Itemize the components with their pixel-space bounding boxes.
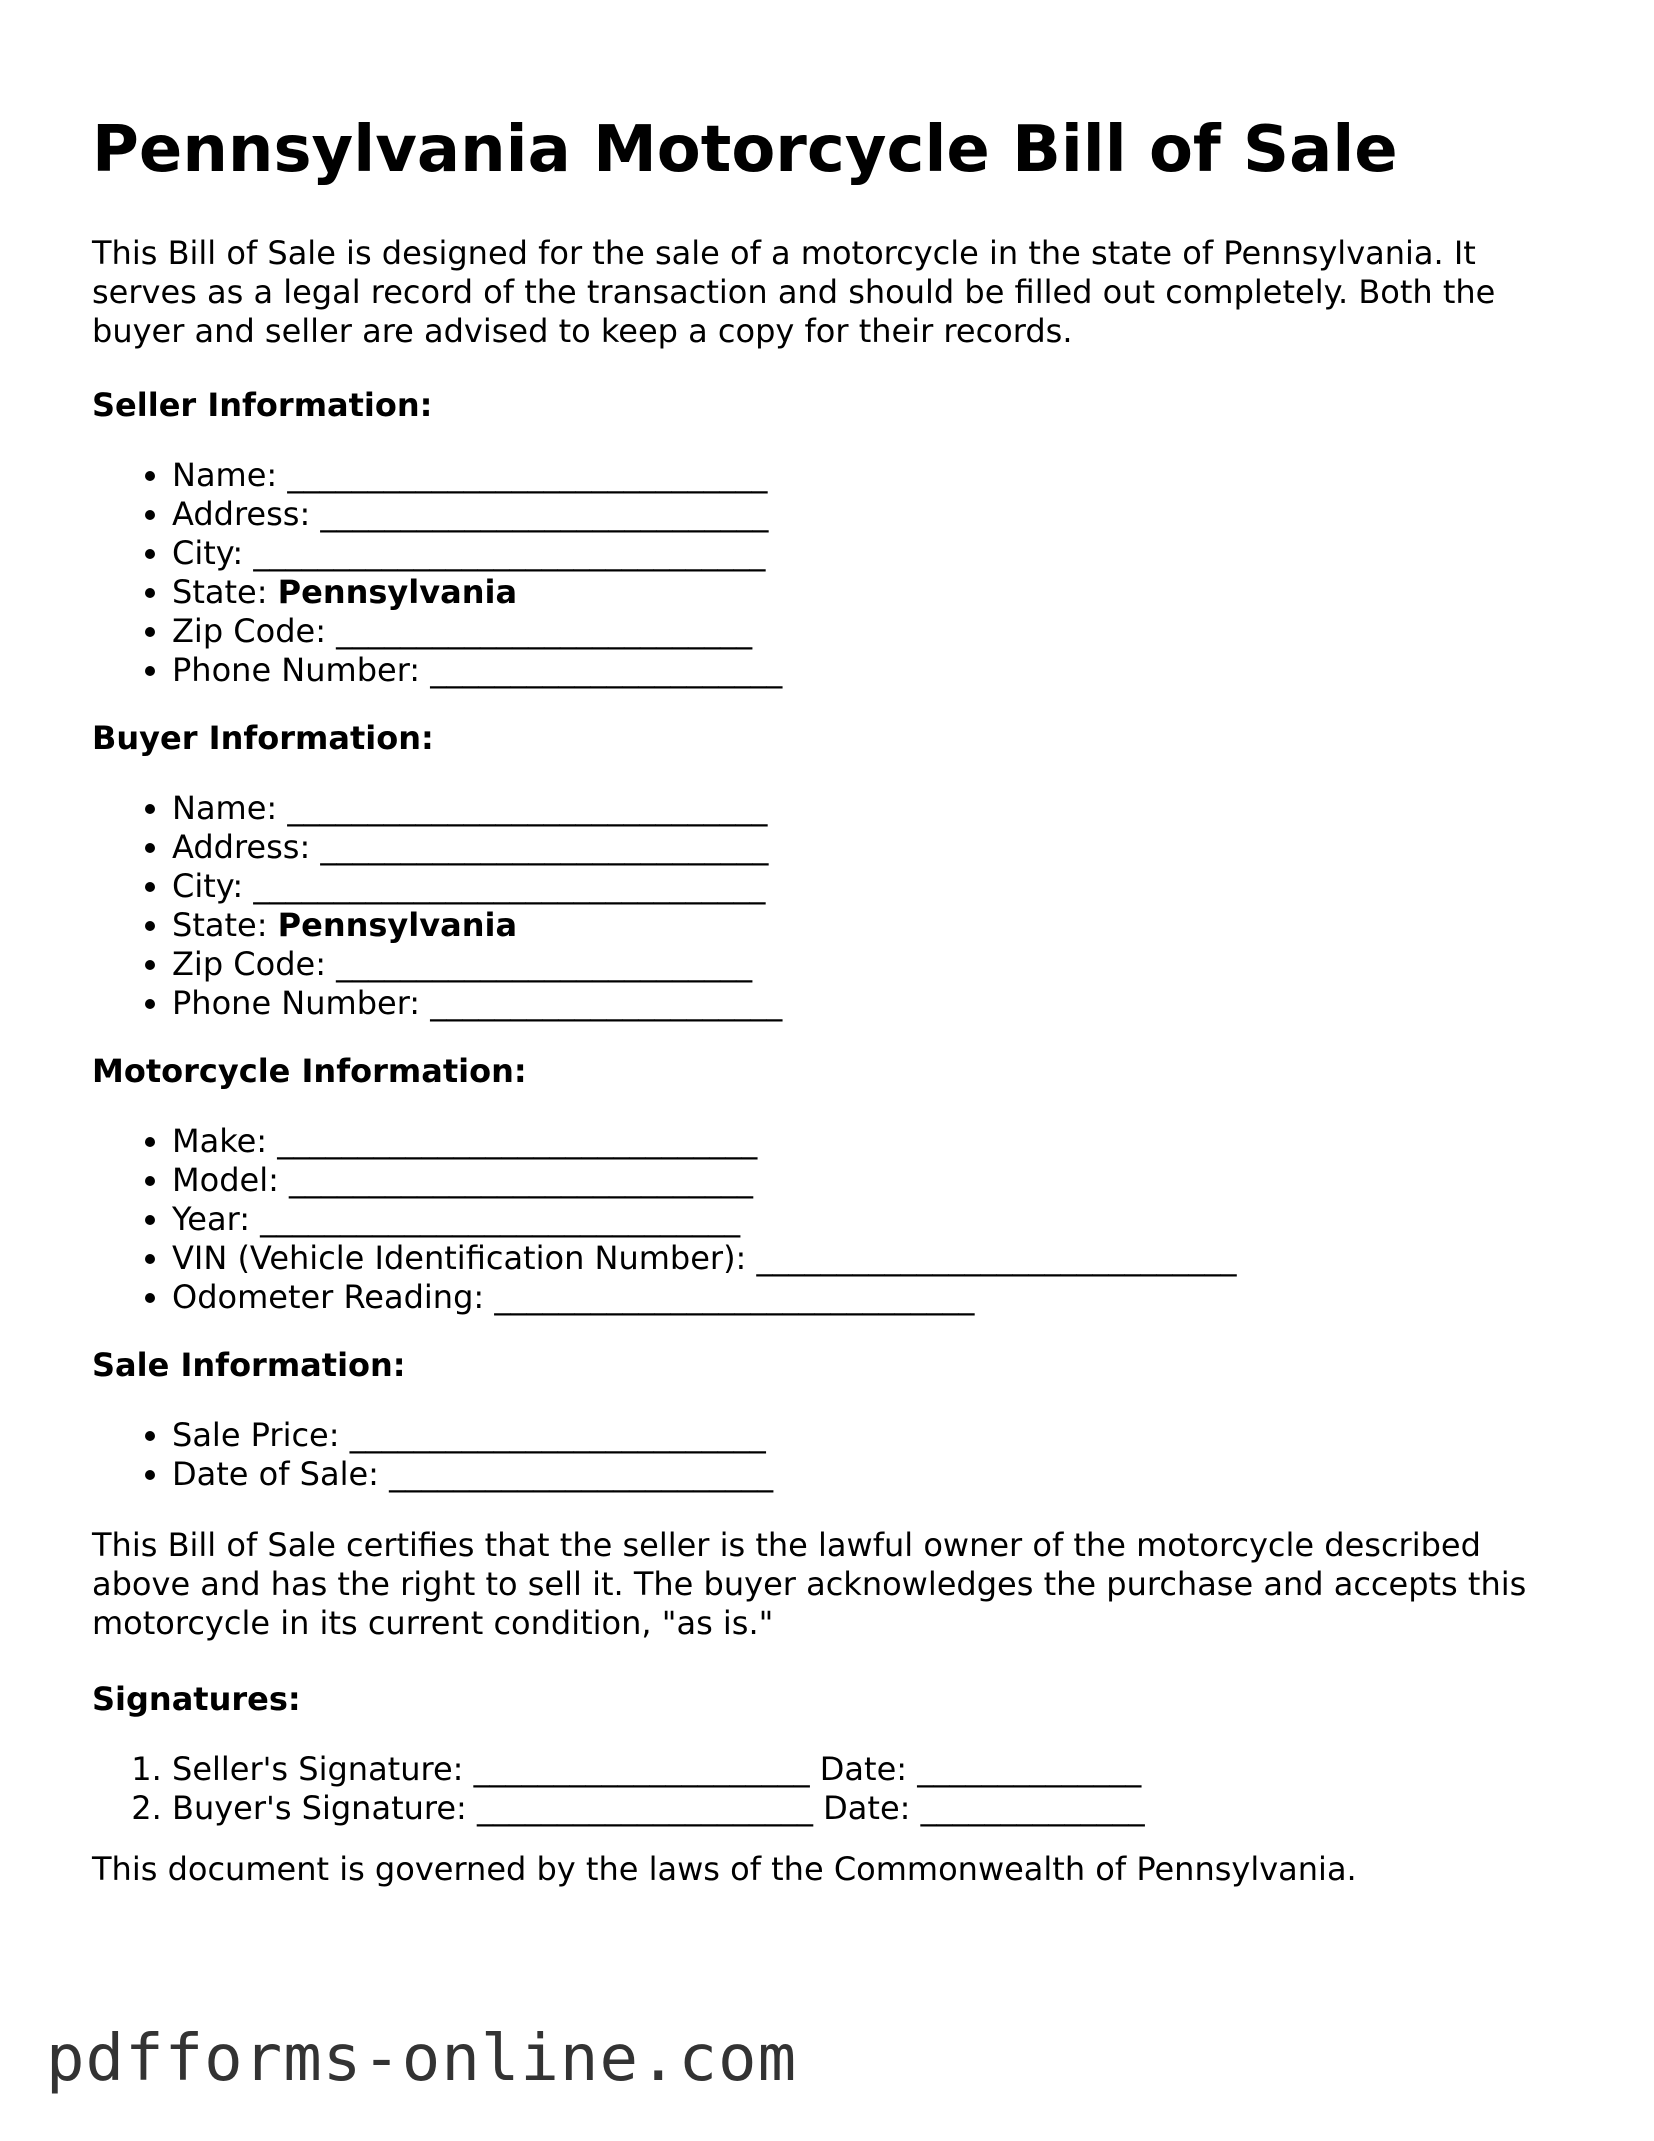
seller-address-field[interactable]: • Address: ____________________________ — [172, 495, 782, 534]
buyer-zip-blank[interactable]: __________________________ — [336, 945, 753, 983]
buyer-city-blank[interactable]: ________________________________ — [253, 867, 766, 905]
seller-signature-date-blank[interactable]: ______________ — [917, 1750, 1142, 1788]
motorcycle-year-blank[interactable]: ______________________________ — [260, 1200, 741, 1238]
motorcycle-odometer-blank[interactable]: ______________________________ — [494, 1278, 975, 1316]
buyer-name-field[interactable]: • Name: ______________________________ — [172, 789, 782, 828]
seller-zip-field[interactable]: • Zip Code: __________________________ — [172, 612, 782, 651]
buyer-signature-blank[interactable]: _____________________ — [476, 1789, 813, 1827]
sale-date-blank[interactable]: ________________________ — [389, 1455, 774, 1493]
buyer-signature-date-blank[interactable]: ______________ — [920, 1789, 1145, 1827]
motorcycle-odometer-field[interactable]: • Odometer Reading: ______________________________ — [172, 1278, 1237, 1317]
buyer-phone-blank[interactable]: ______________________ — [430, 984, 783, 1022]
buyer-signature-line[interactable]: 2. Buyer's Signature: _____________________ Date: ______________ — [172, 1789, 1145, 1828]
motorcycle-vin-field[interactable]: • VIN (Vehicle Identification Number): ______________________________ — [172, 1239, 1237, 1278]
buyer-zip-field[interactable]: • Zip Code: __________________________ — [172, 945, 782, 984]
watermark: pdfforms-online.com — [46, 2022, 798, 2096]
intro-paragraph: This Bill of Sale is designed for the sale of a motorcycle in the state of Pennsylvania. It serves as a legal record of the transaction and should be filled out completely. Both the buyer and seller are advised to keep a copy for their records. — [92, 234, 1496, 350]
seller-state-field: • State: Pennsylvania — [172, 573, 782, 612]
seller-phone-blank[interactable]: ______________________ — [430, 651, 783, 689]
buyer-address-blank[interactable]: ____________________________ — [320, 828, 769, 866]
seller-signature-line[interactable]: 1. Seller's Signature: _____________________ Date: ______________ — [172, 1750, 1145, 1789]
motorcycle-model-field[interactable]: • Model: _____________________________ — [172, 1161, 1237, 1200]
motorcycle-heading: Motorcycle Information: — [92, 1052, 527, 1090]
motorcycle-vin-blank[interactable]: ______________________________ — [756, 1239, 1237, 1277]
buyer-address-field[interactable]: • Address: ____________________________ — [172, 828, 782, 867]
sale-heading: Sale Information: — [92, 1346, 406, 1384]
sale-date-field[interactable]: • Date of Sale: ________________________ — [172, 1455, 773, 1494]
motorcycle-make-blank[interactable]: ______________________________ — [277, 1122, 758, 1160]
buyer-city-field[interactable]: • City: ________________________________ — [172, 867, 782, 906]
signatures-list — [92, 1750, 1145, 1828]
motorcycle-year-field[interactable]: • Year: ______________________________ — [172, 1200, 1237, 1239]
buyer-fields-list — [92, 789, 782, 1023]
seller-zip-blank[interactable]: __________________________ — [336, 612, 753, 650]
seller-address-blank[interactable]: ____________________________ — [320, 495, 769, 533]
sale-price-field[interactable]: • Sale Price: __________________________ — [172, 1416, 773, 1455]
buyer-phone-field[interactable]: • Phone Number: ______________________ — [172, 984, 782, 1023]
seller-city-field[interactable]: • City: ________________________________ — [172, 534, 782, 573]
motorcycle-model-blank[interactable]: _____________________________ — [289, 1161, 754, 1199]
sale-fields-list — [92, 1416, 773, 1494]
buyer-state-value: Pennsylvania — [277, 906, 518, 944]
motorcycle-make-field[interactable]: • Make: ______________________________ — [172, 1122, 1237, 1161]
seller-city-blank[interactable]: ________________________________ — [253, 534, 766, 572]
buyer-heading: Buyer Information: — [92, 719, 434, 757]
signatures-heading: Signatures: — [92, 1680, 301, 1718]
seller-signature-blank[interactable]: _____________________ — [473, 1750, 810, 1788]
seller-phone-field[interactable]: • Phone Number: ______________________ — [172, 651, 782, 690]
seller-name-field[interactable]: • Name: ______________________________ — [172, 456, 782, 495]
seller-state-value: Pennsylvania — [277, 573, 518, 611]
page-title: Pennsylvania Motorcycle Bill of Sale — [92, 113, 1398, 187]
seller-name-blank[interactable]: ______________________________ — [287, 456, 768, 494]
seller-heading: Seller Information: — [92, 386, 433, 424]
sale-price-blank[interactable]: __________________________ — [349, 1416, 766, 1454]
buyer-state-field: • State: Pennsylvania — [172, 906, 782, 945]
seller-fields-list — [92, 456, 782, 690]
certification-paragraph: This Bill of Sale certifies that the seller is the lawful owner of the motorcycle described above and has the right to sell it. The buyer acknowledges the purchase and accepts this motorcycle in its current condition, "as is." — [92, 1526, 1527, 1642]
motorcycle-fields-list — [92, 1122, 1237, 1317]
governing-law-statement: This document is governed by the laws of the Commonwealth of Pennsylvania. — [92, 1850, 1357, 1888]
buyer-name-blank[interactable]: ______________________________ — [287, 789, 768, 827]
